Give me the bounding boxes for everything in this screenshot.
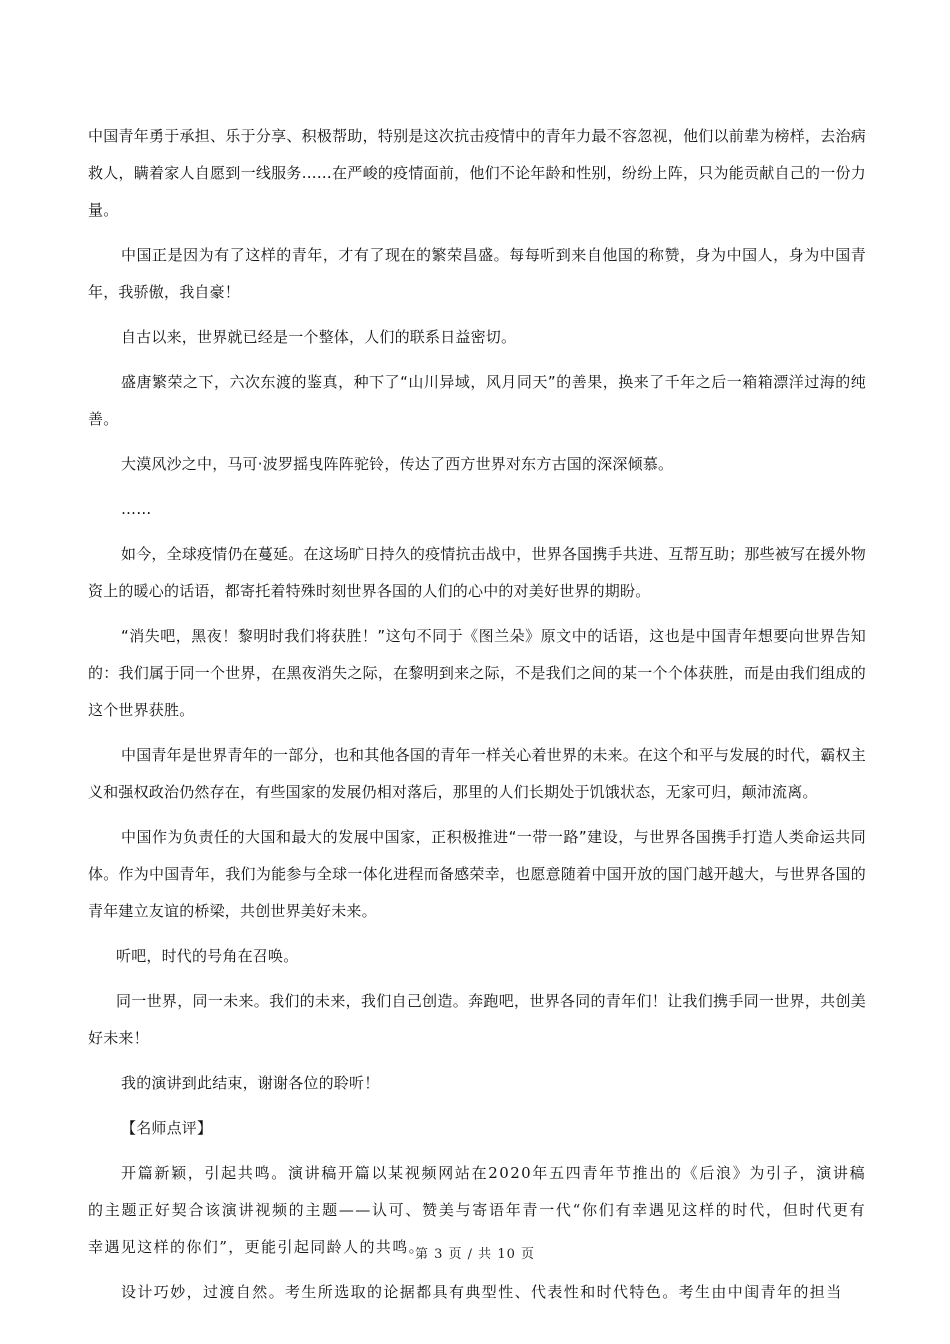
paragraph-1: 中国青年勇于承担、乐于分享、积极帮助，特别是这次抗击疫情中的青年力最不容忽视，他们以前辈为榜样，去治病救人，瞒着家人自愿到一线服务……在严峻的疫情面前，他们不论年龄和性别，纷纷上阵，只为能贡献自己的一份力量。: [88, 127, 866, 219]
paragraph-2: 中国正是因为有了这样的青年，才有了现在的繁荣昌盛。每每听到来自他国的称赞，身为中国人，身为中国青年，我骄傲，我自豪！: [88, 246, 866, 301]
paragraph-8: 中国青年是世界青年的一部分，也和其他各国的青年一样关心着世界的未来。在这个和平与发展的时代，霸权主义和强权政治仍然存在，有些国家的发展仍相对落后，那里的人们长期处于饥饿状态，无家可归，颠沛流离。: [88, 746, 866, 801]
paragraph-9: 中国作为负责任的大国和最大的发展中国家，正积极推进“一带一路”建设，与世界各国携手打造人类命运共同体。作为中国青年，我们为能参与全球一体化进程而备感荣幸，也愿意随着中国开放的国门越开越大，与世界各国的青年建立友谊的桥梁，共创世界美好未来。: [88, 828, 866, 920]
teacher-comment-heading: 【名师点评】: [121, 1119, 213, 1137]
paragraph-7: “消失吧，黑夜！黎明时我们将获胜！”这句不同于《图兰朵》原文中的话语，这也是中国青年想要向世界告知的：我们属于同一个世界，在黑夜消失之际，在黎明到来之际，不是我们之间的某一个个体获胜，而是由我们组成的这个世界获胜。: [88, 627, 866, 719]
paragraph-5: 大漠风沙之中，马可·波罗摇曳阵阵驼铃，传达了西方世界对东方古国的深深倾慕。: [121, 455, 674, 473]
paragraph-6: 如今，全球疫情仍在蔓延。在这场旷日持久的疫情抗击战中，世界各国携手共进、互帮互助；那些被写在援外物资上的暖心的话语，都寄托着特殊时刻世界各国的人们的心中的对美好世界的期盼。: [88, 545, 866, 600]
closing-line: 我的演讲到此结束，谢谢各位的聆听！: [121, 1074, 380, 1092]
comment-paragraph-1: 开篇新颖，引起共鸣。演讲稿开篇以某视频网站在2020年五四青年节推出的《后浪》为引子，演讲稿的主题正好契合该演讲视频的主题——认可、赞美与寄语年青一代“你们有幸遇见这样的时代，但时代更有幸遇见这样的你们”，更能引起同龄人的共鸣。: [88, 1164, 866, 1256]
paragraph-4: 盛唐繁荣之下，六次东渡的鉴真，种下了“山川异域，风月同天”的善果，换来了千年之后一箱箱漂洋过海的纯善。: [88, 373, 866, 428]
paragraph-11: 同一世界，同一未来。我们的未来，我们自己创造。奔跑吧，世界各同的青年们！让我们携手同一世界，共创美好未来！: [88, 992, 866, 1047]
comment-paragraph-2: 设计巧妙，过渡自然。考生所选取的论据都具有典型性、代表性和时代特色。考生由中闺青年的担当: [121, 1283, 843, 1301]
page-footer: 第 3 页 / 共 10 页: [415, 1247, 535, 1262]
paragraph-10: 听吧，时代的号角在召唤。: [116, 947, 299, 965]
article-body: [88, 118, 866, 1319]
paragraph-3: 自古以来，世界就已经是一个整体，人们的联系日益密切。: [121, 328, 517, 346]
ellipsis-line: ……: [121, 500, 152, 518]
